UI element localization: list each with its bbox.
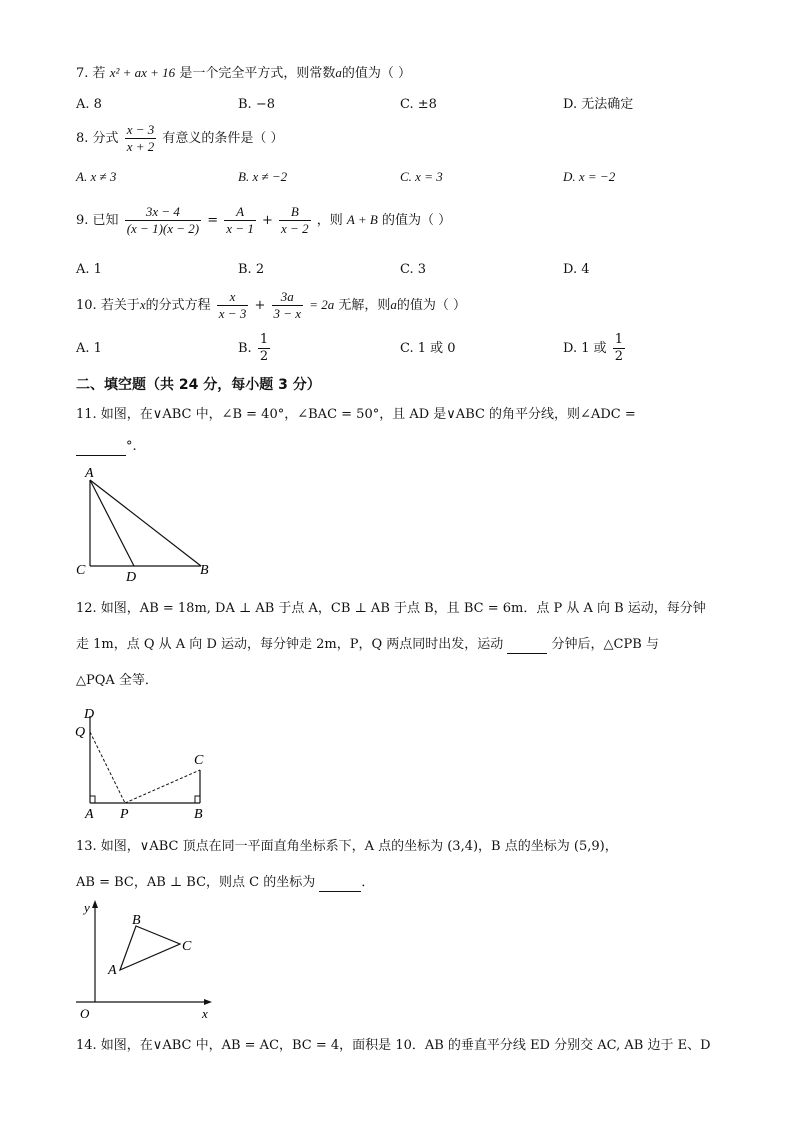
q8-stem: [76, 122, 284, 155]
q10-option-b-fraction: [258, 332, 270, 365]
q10-fraction-2: [272, 289, 304, 322]
q14-line1: 14. 如图，在∨ABC 中，AB = AC，BC = 4，面积是 10．AB 的垂直平分线 ED 分别交 AC, AB 边于 E、D: [76, 1038, 711, 1053]
q9-option-c: C. 3: [400, 262, 427, 277]
q12-line3: △PQA 全等．: [76, 673, 158, 688]
q12-label-b: B: [194, 807, 203, 822]
q11-line2-tail: °.: [126, 439, 137, 454]
q9-plus: +: [261, 213, 273, 228]
q11-answer-blank: [76, 441, 126, 456]
q12-figure: [70, 702, 220, 822]
q10-option-d-den: 2: [614, 349, 624, 364]
q13-label-b: B: [132, 913, 141, 928]
q13-label-o: O: [80, 1006, 90, 1021]
q12-label-c: C: [194, 753, 204, 768]
q11-figure: [70, 460, 220, 585]
q7-text-c: 的值为（ ）: [341, 66, 411, 81]
q12-line2: [76, 636, 659, 654]
q7-text-b: 是一个完全平方式，则常数: [179, 66, 336, 81]
q12-line2-b: 分钟后，△CPB 与: [551, 637, 659, 652]
q7-stem: [76, 64, 411, 83]
q10-option-d-num: 1: [614, 332, 624, 347]
q12-label-p: P: [120, 807, 129, 822]
q9-f1-denominator: (x − 1)(x − 2): [126, 221, 200, 236]
q10-option-b-prefix: B.: [238, 341, 252, 356]
q10-rhs: = 2a: [309, 297, 335, 312]
q9-stem: [76, 204, 451, 237]
q13-label-a: A: [108, 963, 117, 978]
q10-plus: +: [254, 298, 266, 313]
q7-text-a: 若: [92, 66, 106, 81]
q8-fraction: [125, 122, 157, 155]
q8-numerator: x − 3: [126, 122, 155, 137]
q10-option-d: [563, 332, 627, 365]
q10-option-a: A. 1: [76, 341, 102, 356]
q9-fraction-3: [279, 204, 311, 237]
q10-text-b: 的分式方程: [145, 298, 211, 313]
q11-label-c: C: [76, 563, 86, 578]
q10-text-c: 无解，则: [338, 298, 391, 313]
q10-var2: a: [390, 297, 397, 312]
q9-option-d: D. 4: [563, 262, 590, 277]
q13-answer-blank: [319, 877, 361, 892]
q13-line1: 13. 如图，∨ABC 顶点在同一平面直角坐标系下，A 点的坐标为 (3,4)，B 点的坐标为 (5,9)，: [76, 839, 618, 854]
q8-option-a: A. x ≠ 3: [76, 169, 117, 184]
q9-number: 9.: [76, 213, 89, 228]
q11-line1: 11. 如图，在∨ABC 中，∠B = 40°，∠BAC = 50°，且 AD 是∨ABC 的角平分线，则∠ADC =: [76, 407, 636, 422]
q10-option-b-num: 1: [259, 332, 269, 347]
q9-expression: A + B: [346, 212, 378, 227]
q10-var: x: [139, 297, 146, 312]
q7-var: a: [335, 65, 342, 80]
q13-label-x: x: [202, 1006, 208, 1021]
q13-label-y: y: [84, 900, 90, 915]
q10-f2-numerator: 3a: [272, 289, 304, 306]
q12-label-a: A: [85, 807, 94, 822]
q10-fraction-1: [217, 289, 249, 322]
q9-option-b: B. 2: [238, 262, 265, 277]
q13-line2-a: AB = BC，AB ⊥ BC，则点 C 的坐标为: [76, 875, 316, 890]
q7-option-a: A. 8: [76, 97, 102, 112]
q12-label-d: D: [84, 707, 95, 722]
q7-expression: x² + ax + 16: [109, 65, 176, 80]
q9-option-a: A. 1: [76, 262, 102, 277]
q9-fraction-1: [125, 204, 201, 237]
q11-line2: [76, 438, 137, 456]
q11-label-d: D: [126, 570, 137, 585]
q7-option-c: C. ±8: [400, 97, 437, 112]
q9-text-c: 的值为（ ）: [381, 213, 452, 228]
q10-number: 10.: [76, 298, 97, 313]
q8-text-a: 分式: [92, 131, 119, 146]
q13-line2-b: ．: [361, 875, 375, 890]
q8-option-d: D. x = −2: [563, 169, 616, 184]
q9-text-a: 已知: [92, 213, 119, 228]
q7-option-d: D. 无法确定: [563, 97, 634, 112]
q10-stem: [76, 289, 466, 322]
q12-label-q: Q: [75, 725, 86, 740]
q13-figure: [70, 898, 220, 1023]
q10-option-d-fraction: [613, 332, 625, 365]
q10-option-b: [238, 332, 272, 365]
q11-label-b: B: [200, 563, 209, 578]
q8-text-b: 有意义的条件是（ ）: [162, 131, 284, 146]
q13-label-c: C: [182, 939, 192, 954]
q8-option-b: B. x ≠ −2: [238, 169, 288, 184]
q10-f2-denominator: 3 − x: [273, 306, 302, 321]
q10-text-d: 的值为（ ）: [396, 298, 467, 313]
q10-option-d-prefix: D. 1 或: [563, 341, 607, 356]
q10-option-b-den: 2: [259, 349, 269, 364]
q9-text-b: ，则: [316, 213, 343, 228]
q12-answer-blank: [507, 639, 547, 654]
q13-line2: [76, 874, 374, 892]
q10-text-a: 若关于: [100, 298, 140, 313]
q12-line2-a: 走 1m，点 Q 从 A 向 D 运动，每分钟走 2m，P，Q 两点同时出发，运动: [76, 637, 504, 652]
q9-f3-denominator: x − 2: [281, 221, 309, 236]
q9-f2-denominator: x − 1: [226, 221, 254, 236]
q10-option-c: C. 1 或 0: [400, 341, 456, 356]
q9-fraction-2: [224, 204, 256, 237]
q11-label-a: A: [85, 466, 94, 481]
q7-number: 7.: [76, 66, 89, 81]
q10-f1-denominator: x − 3: [218, 306, 247, 321]
q10-f1-numerator: x: [217, 289, 249, 306]
q12-line1: 12. 如图，AB = 18m, DA ⊥ AB 于点 A，CB ⊥ AB 于点 B，且 BC = 6m．点 P 从 A 向 B 运动，每分钟: [76, 601, 706, 616]
q8-number: 8.: [76, 131, 89, 146]
q9-f3-numerator: B: [279, 204, 311, 221]
q8-option-c: C. x = 3: [400, 169, 443, 184]
q7-option-b: B. −8: [238, 97, 275, 112]
q9-equals: =: [207, 213, 219, 228]
q9-f2-numerator: A: [224, 204, 256, 221]
q9-f1-numerator: 3x − 4: [125, 204, 201, 221]
section-heading: 二、填空题（共 24 分，每小题 3 分）: [76, 377, 321, 393]
q8-denominator: x + 2: [126, 139, 155, 154]
